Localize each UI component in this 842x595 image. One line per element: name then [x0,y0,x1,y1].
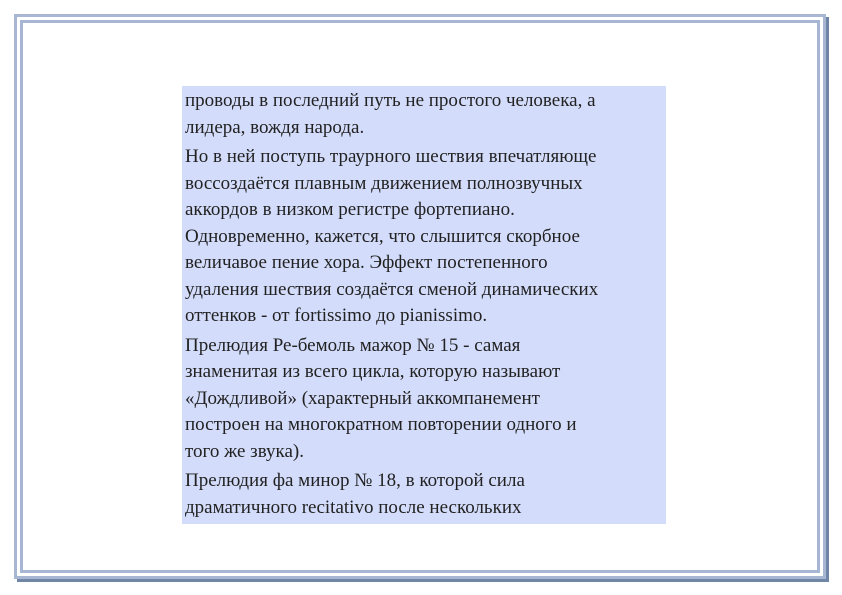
paragraph-2: Но в ней поступь траурного шествия впечатляюще воссоздаётся плавным движением полнозвучных аккордов в низком регистре фортепиано. Одновременно, кажется, что слышится скорбное величавое пение хора. Эффект постепенного удаления шествия создаётся сменой динамических оттенков - от fortissimo до pianissimo. [185,146,599,326]
paragraph-4: Прелюдия фа минор № 18, в которой сила драматичного recitativo после нескольких [185,470,525,518]
paragraph-3: Прелюдия Ре-бемоль мажор № 15 - самая знаменитая из всего цикла, которую называют «Дождливой» (характерный аккомпанемент построен на многократном повторении одного и того же звука). [185,334,577,462]
text-box [182,86,666,524]
paragraph-1: проводы в последний путь не простого человека, а лидера, вождя народа. [185,90,596,138]
